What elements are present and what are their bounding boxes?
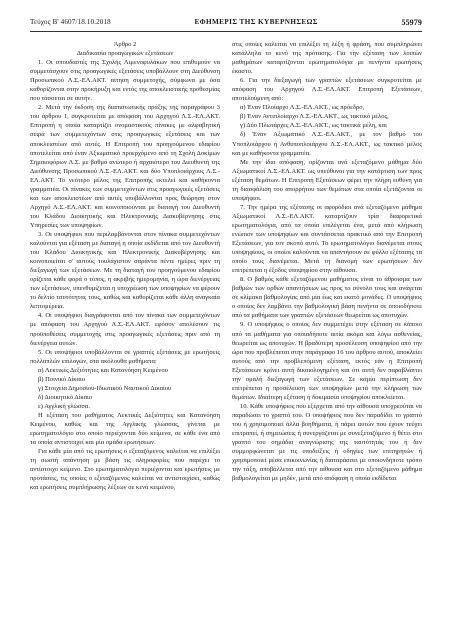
paragraph: 7. Την ημέρα της εξέτασης οι αφορόδιοι ανά εξεταζόμενο μάθημα Αξιωματικοί Λ.Σ.-ΕΛ.ΑΚΤ. καταρτίζουν τρία διαφορετικά ερωτηματολόγια, από τα οποία επιλέγεται ένα, μετά από κλήρωση ενώπιον των υποψηφίων και συντάσσεται πρακτικό από την Επιτροπή Εξετάσεων, για τον σκοπό αυτό. Το ερωτηματολόγιο διανέμεται στους υποψηφίους, οι οποίοι καλούνται να απαντήσουν σε φύλλο εξέτασης τα οποίο τους διανέμεται. Μετά τη διανομή των ερωτήσεων δεν επιτρέπεται η έξοδος υποψηφίου στην αίθουσα. bbox=[232, 203, 422, 275]
subject-item: α) Λεκτικές Δεξιότητες και Κατανόηση Κειμένου bbox=[38, 366, 168, 374]
paragraph: Για κάθε μία από τις ερωτήσεις ο εξεταζόμενος καλείται να επιλέξει τη σωστή απάντηση με βάση τις πληροφορίες που παρέχει το αντίστοιχο κείμενο. Στο ερωτηματολόγιο περιέχονται και ερωτήσεις με προτάσεις, τις οποίες ο εξεταζόμενος καλείται να αντιστοιχίσει, καθώς και ερωτήσεις συμπλήρωσης λέξεων σε κενά κειμένου, bbox=[30, 448, 220, 492]
paragraph: 10. Κάθε υποψήφιος που εξέρχεται από την αίθουσα υποχρεούται να παραδώσει το γραπτό του. Ο υποψήφιος που δεν παραδίδει το γραπτό του ή χρησιμοποιεί άλλα βοηθήματα, ή πάρει αυτών που έχουν τεύχει επιτραπεί, ή σημειώσεις ή συνεργάζεται με συνεξεταζόμενο ή θέτει στο γραπτό του σημάδια αναγνώρισης της ταυτότητάς του ή δεν συμμορφώνεται με τις υποδείξεις ή οδηγίες των επιτηρητών ή χρησιμοποιεί μέσα επικοινωνίας ή διαταράσσει με οποιονδήποτε τρόπο την τάξη, αποβάλλεται από την αίθουσα και στο εξεταζόμενο μάθημα βαθμολογείται με μηδέν, μετά από απόφαση η οποία εκδίδεται bbox=[232, 402, 422, 483]
committee-item: δ) Έναν Αξιωματικό Λ.Σ.-ΕΛ.ΑΚΤ., με τον βαθμό του Υποπλοιάρχου ή Ανθυποπλοιάρχου Λ.Σ.-ΕΛ.ΑΚΤ., ως τακτικό μέλος και με καθήκοντα γραμματέα. bbox=[232, 131, 422, 157]
subject-item: ε) Αγγλική γλώσσα. bbox=[38, 402, 90, 410]
committee-item: γ) Δύο Πλωτάρχες Λ.Σ.-ΕΛ.ΑΚΤ., ως τακτικά μέλη, και bbox=[240, 122, 387, 130]
paragraph: Με την ίδια απόφαση, ορίζονται ανά εξεταζόμενο μάθημα δύο Αξιωματικοί Λ.Σ.-ΕΛ.ΑΚΤ. ως υπεύθυνοι για την κατάρτιση των προς εξέταση θεμάτων. Η Επιτροπή Εξετάσεων φέρει την πλήρη ευθύνη για τη διασφάλιση του απορρήτου των θεμάτων στα οποία εξετάζονται οι υποψήφιοι. bbox=[232, 158, 422, 202]
paragraph: 3. Οι υποψήφιοι που περιλαμβάνονται στον πίνακα συμμετεχόντων καλούνται για εξέταση με διαταγή η οποία εκδίδεται από τον Διευθυντή του Κλάδου Διοικητικής και Ηλεκτρονικής Διακυβέρνησης και κοινοποιείται σ' αυτούς τουλάχιστον σαράντα πέντε ημέρες πριν τη διεξαγωγή των εξετάσεων. Με τη διαταγή του προηγούμενου εδαφίου ορίζεται κάθε φορά ο τόπος, η ακριβής ημερομηνία, η ώρα διενέργειας των εξετάσεων, υπενθυμίζεται η υποχρέωση των υποψηφίων να φέρουν το δελτίο ταυτότητας τους, καθώς και καθορίζεται κάθε άλλη αναγκαία λεπτομέρεια. bbox=[30, 230, 220, 311]
paragraph: 8. Ο βαθμός κάθε εξεταζόμενου μαθήματος είναι το άθροισμα των βαθμών των ορθών απαντήσεων ως προς το σύνολο τους και ανάγεται σε κλίμακα βαθμολογίας από μία έως και εκατό μονάδες. Ο υποψήφιος ο οποίος δεν λαμβάνει την βαθμολογική βάση πενήντα σε οποιοδήποτε από τα μαθήματα των γραπτών εξετάσεων θεωρείται ως αποτυχών. bbox=[232, 276, 422, 320]
paragraph: 4. Οι υποψήφιοι διαγράφονται από τον πίνακα των συμμετεχόντων με απόφαση του Αρχηγού Λ.Σ.-ΕΛ.ΑΚΤ. εφόσον απολέσουν τις προϋποθέσεις συμμετοχής στις προαγωγικές εξετάσεις πριν από τη διενέργεια αυτών. bbox=[30, 312, 220, 347]
issue-reference: Τεύχος Β' 4607/18.10.2018 bbox=[30, 18, 111, 26]
paragraph: 1. Οι σπουδαστές της Σχολής Λιμενοφυλάκων που επιθυμούν να συμμετάσχουν στις προαγωγικές εξετάσεις υποβάλλουν στη Διεύθυνση Προσωπικού Λ.Σ.-ΕΛ.ΑΚΤ. αίτηση συμμετοχής, σύμφωνα με όσα καθορίζονται στην προκήρυξη και εντός της αποκλειστικής προθεσμίας που τάσσεται σε αυτήν. bbox=[30, 59, 220, 103]
paragraph: 2. Μετά την έκδοση της διαπιστωτικής πράξης της παραγράφου 3 του άρθρου 1, συγκροτείται με απόφαση του Αρχηγού Λ.Σ.-ΕΛ.ΑΚΤ. Επιτροπή η οποία καταρτίζει ονομαστικούς πίνακες με αλφαβητική σειρά των συμμετεχόντων στις προαγωγικές εξετάσεις και των αποκλειστέων από αυτές. Η Επιτροπή του προηγούμενου εδαφίου αποτελείται από έναν Αξιωματικό προερχόμενο από τη Σχολή Δοκίμων Σημαιοφόρων Λ.Σ. με βαθμό ανώτερο ή αρχαιότερο του Διευθυντή της Διεύθυνσης Προσωπικού Λ.Σ.-ΕΛ.ΑΚΤ. και δύο Υποπλοιάρχους Λ.Σ.-ΕΛ.ΑΚΤ. Το νεότερο μέλος της Επιτροπής εκτελεί και καθήκοντα γραμματέα. Οι πίνακες των συμμετεχόντων στις προαγωγικές εξετάσεις και των αποκλειστέων από αυτές υποβάλλονται προς θεώρηση στον Αρχηγό Λ.Σ.-ΕΛ.ΑΚΤ. και κοινοποιούνται με διαταγή του Διευθυντή του Κλάδου Διοικητικής και Ηλεκτρονικής Διακυβέρνησης στις Υπηρεσίες των υποψηφίων. bbox=[30, 104, 220, 229]
page-number: 55979 bbox=[401, 17, 422, 27]
header-divider bbox=[30, 31, 422, 32]
paragraph: 6. Για την διεξαγωγή των γραπτών εξετάσεων συγκροτείται με απόφαση του Αρχηγού Λ.Σ.-ΕΛ.ΑΚΤ. Επιτροπή Εξετάσεων, αποτελούμενη από: bbox=[232, 77, 422, 103]
subject-item: β) Ποινικό Δίκαιο bbox=[38, 375, 86, 383]
article-title: Άρθρο 2 bbox=[113, 41, 137, 48]
subject-item: δ) Διοικητικό Δίκαιο bbox=[38, 393, 93, 401]
paragraph: στις οποίες καλείται να επιλέξει τη λέξη ή φράση, που συμπληρώνει κατάλληλα το κενό της πρότασης. Για την εξέταση των λοιπών μαθημάτων καταρτίζονται ερωτηματολόγια με πενήντα ερωτήσεις έκαστο. bbox=[232, 41, 422, 76]
gazette-title: ΕΦΗΜΕΡΙΣ ΤΗΣ ΚΥΒΕΡΝΗΣΕΩΣ bbox=[194, 18, 318, 26]
page-header bbox=[30, 14, 422, 30]
paragraph: 5. Οι υποψήφιοι υποβάλλονται σε γραπτές εξετάσεις με ερωτήσεις πολλαπλών επιλογών, στα ακόλουθα μαθήματα: bbox=[30, 348, 220, 365]
committee-item: β) Έναν Αντιπλοίαρχο Λ.Σ.-ΕΛ.ΑΚΤ., ως τακτικό μέλος, bbox=[240, 113, 389, 121]
paragraph: Η εξέταση του μαθήματος Λεκτικές Δεξιότητες και Κατανόηση Κειμένου, καθώς και της Αγγλικής γλώσσας, γίνεται με ερωτηματολόγιο στο οποίο περιέχονται δύο κείμενα, σε κάθε ένα από τα οποία αντιστοιχεί και μία ομάδα ερωτήσεων. bbox=[30, 411, 220, 447]
article-subtitle: Διαδικασία προαγωγικών εξετάσεων bbox=[76, 50, 174, 58]
subject-item: γ) Στοιχεία Δημοσίου-Ιδιωτικού Ναυτικού Δικαίου bbox=[38, 384, 172, 392]
right-column bbox=[232, 40, 422, 632]
paragraph: 9. Ο υποψήφιος ο οποίος δεν συμμετέχει στην εξέταση σε κάποιο από τα μαθήματα για οποιαδήποτε αιτία ακόμα και λόγω ασθενείας, θεωρείται ως αποτυχών. Η βραδύτερη προσέλευση υποψηφίου από την ώρα που προβλέπεται στην παράγραφο 16 του άρθρου αυτού, αποκλείει αυτούς από την προβλεπόμενη εξέταση, εκτός εάν η Επιτροπή Εξετάσεων κρίνει αυτή δικαιολογημένη και ότι αυτή δεν παραβλάπτει την ομαλή διεξαγωγή των εξετάσεων. Σε καμία περίπτωση δεν επιτρέπεται η προσέλευση των υποψηφίων μετά την κλήρωση των θεμάτων. Ιδιαίτερη εξέταση ή δοκιμασία υποψηφίου αποκλείεται. bbox=[232, 321, 422, 401]
left-column bbox=[30, 40, 220, 632]
committee-item: α) Έναν Πλοίαρχο Λ.Σ.-ΕΛ.ΑΚΤ., ως πρόεδρο, bbox=[240, 104, 365, 112]
